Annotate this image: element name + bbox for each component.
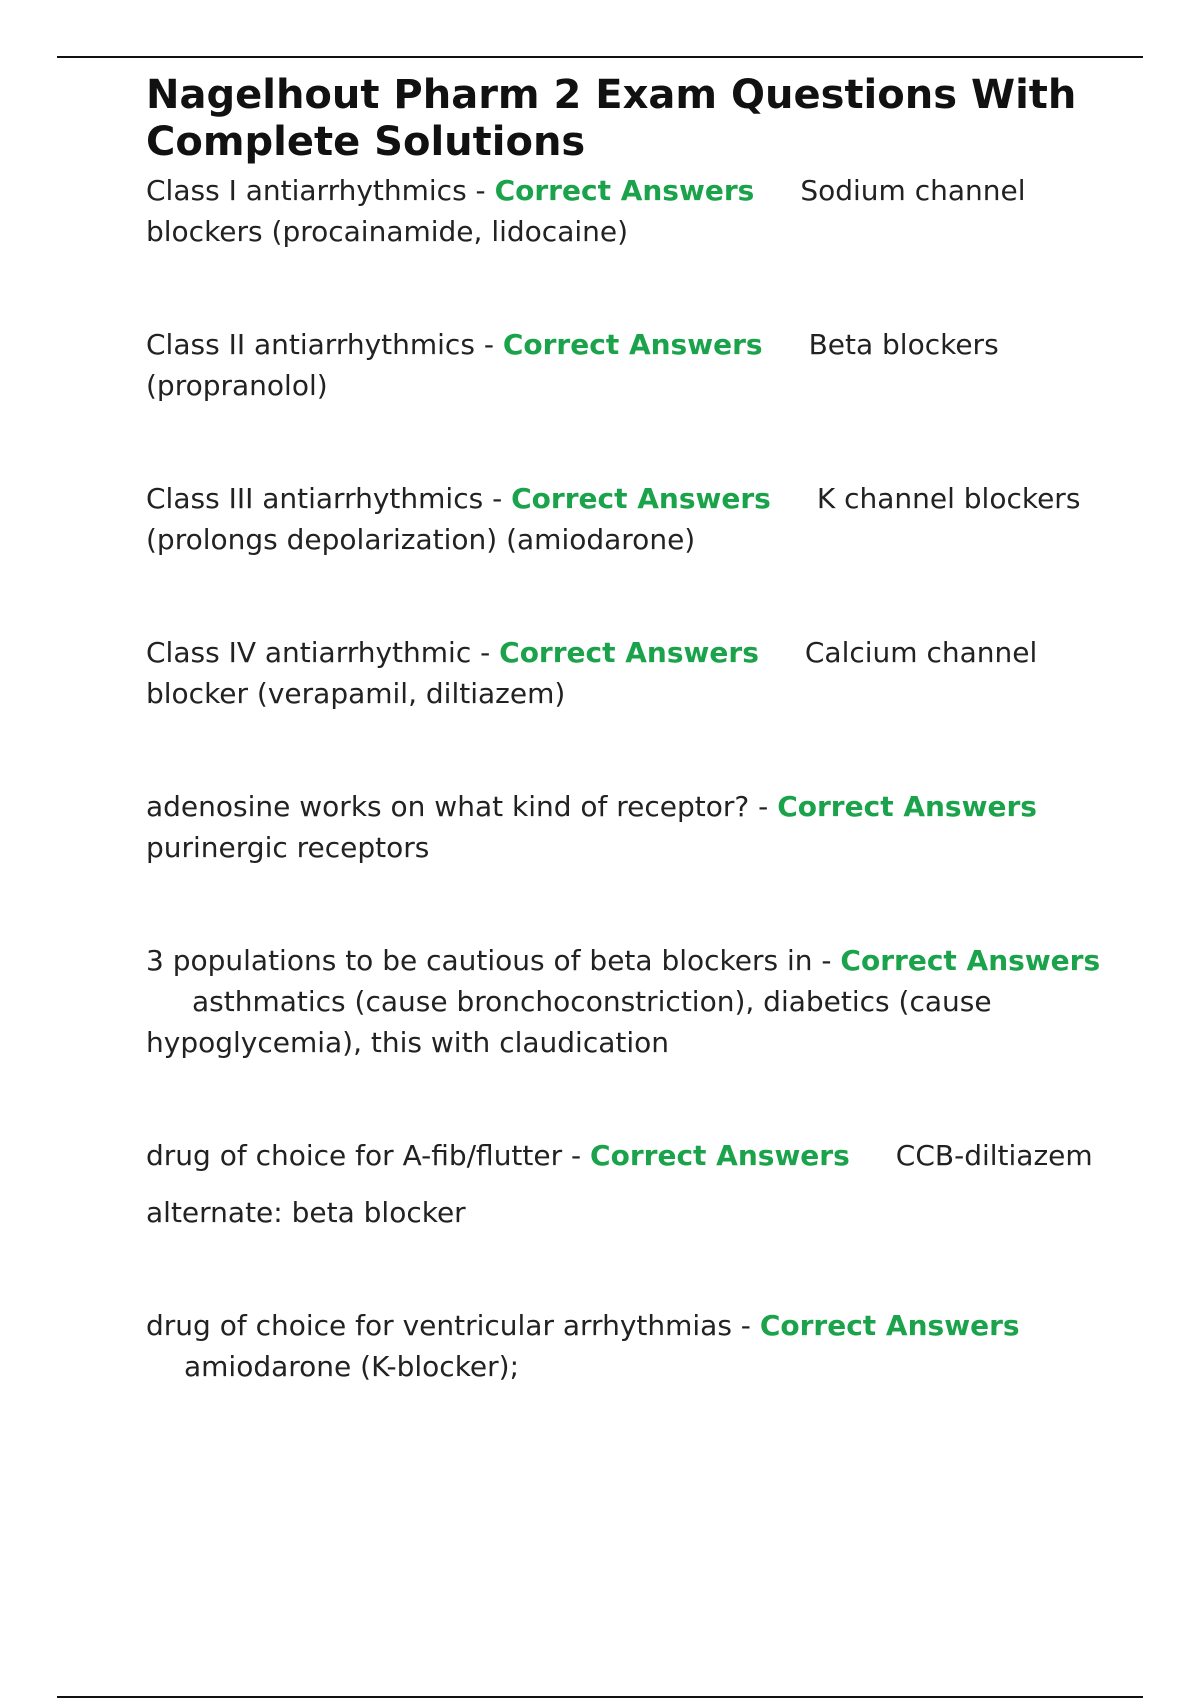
question-text: Class IV antiarrhythmic - (146, 636, 500, 669)
qa-line (146, 478, 1106, 560)
qa-line (146, 170, 1106, 252)
qa-line (146, 1135, 1106, 1176)
qa-item (146, 1305, 1106, 1387)
question-text: adenosine works on what kind of receptor? - (146, 790, 778, 823)
qa-item (146, 324, 1106, 406)
answer-text: amiodarone (K-blocker); (184, 1350, 520, 1383)
qa-item (146, 478, 1106, 560)
qa-line (146, 324, 1106, 406)
qa-item (146, 1135, 1106, 1233)
question-text: Class III antiarrhythmics - (146, 482, 512, 515)
qa-item (146, 786, 1106, 868)
document-title: Nagelhout Pharm 2 Exam Questions With Complete Solutions (146, 72, 1077, 165)
qa-line (146, 786, 1106, 868)
answer-label: Correct Answers (499, 636, 759, 669)
answer-text: Beta blockers (propranolol) (146, 328, 999, 402)
answer-label: Correct Answers (840, 944, 1101, 977)
bottom-rule (57, 1696, 1143, 1698)
question-text: 3 populations to be cautious of beta blockers in - (146, 944, 841, 977)
qa-line (146, 632, 1106, 714)
answer-text: Sodium channel blockers (procainamide, lidocaine) (146, 174, 1026, 248)
answer-text: Calcium channel blocker (verapamil, diltiazem) (146, 636, 1038, 710)
qa-line (146, 940, 1106, 1063)
question-text: Class I antiarrhythmics - (146, 174, 495, 207)
top-rule (57, 56, 1143, 58)
question-text: Class II antiarrhythmics - (146, 328, 503, 361)
answer-label: Correct Answers (511, 482, 771, 515)
answer-text: K channel blockers (prolongs depolarization) (amiodarone) (146, 482, 1081, 556)
answer-label: Correct Answers (494, 174, 755, 207)
answer-label: Correct Answers (777, 790, 1037, 823)
answer-extra: alternate: beta blocker (146, 1196, 466, 1229)
qa-line (146, 1305, 1106, 1387)
answer-text: CCB-diltiazem (895, 1139, 1093, 1172)
document-body (146, 72, 1106, 1387)
answer-label: Correct Answers (759, 1309, 1020, 1342)
question-text: drug of choice for A-fib/flutter - (146, 1139, 591, 1172)
qa-item (146, 170, 1106, 252)
qa-item (146, 940, 1106, 1063)
qa-item (146, 632, 1106, 714)
answer-label: Correct Answers (502, 328, 763, 361)
answer-text: purinergic receptors (146, 831, 430, 864)
answer-text: asthmatics (cause bronchoconstriction), diabetics (cause hypoglycemia), this with claudication (146, 985, 992, 1059)
answer-label: Correct Answers (590, 1139, 850, 1172)
question-text: drug of choice for ventricular arrhythmias - (146, 1309, 760, 1342)
